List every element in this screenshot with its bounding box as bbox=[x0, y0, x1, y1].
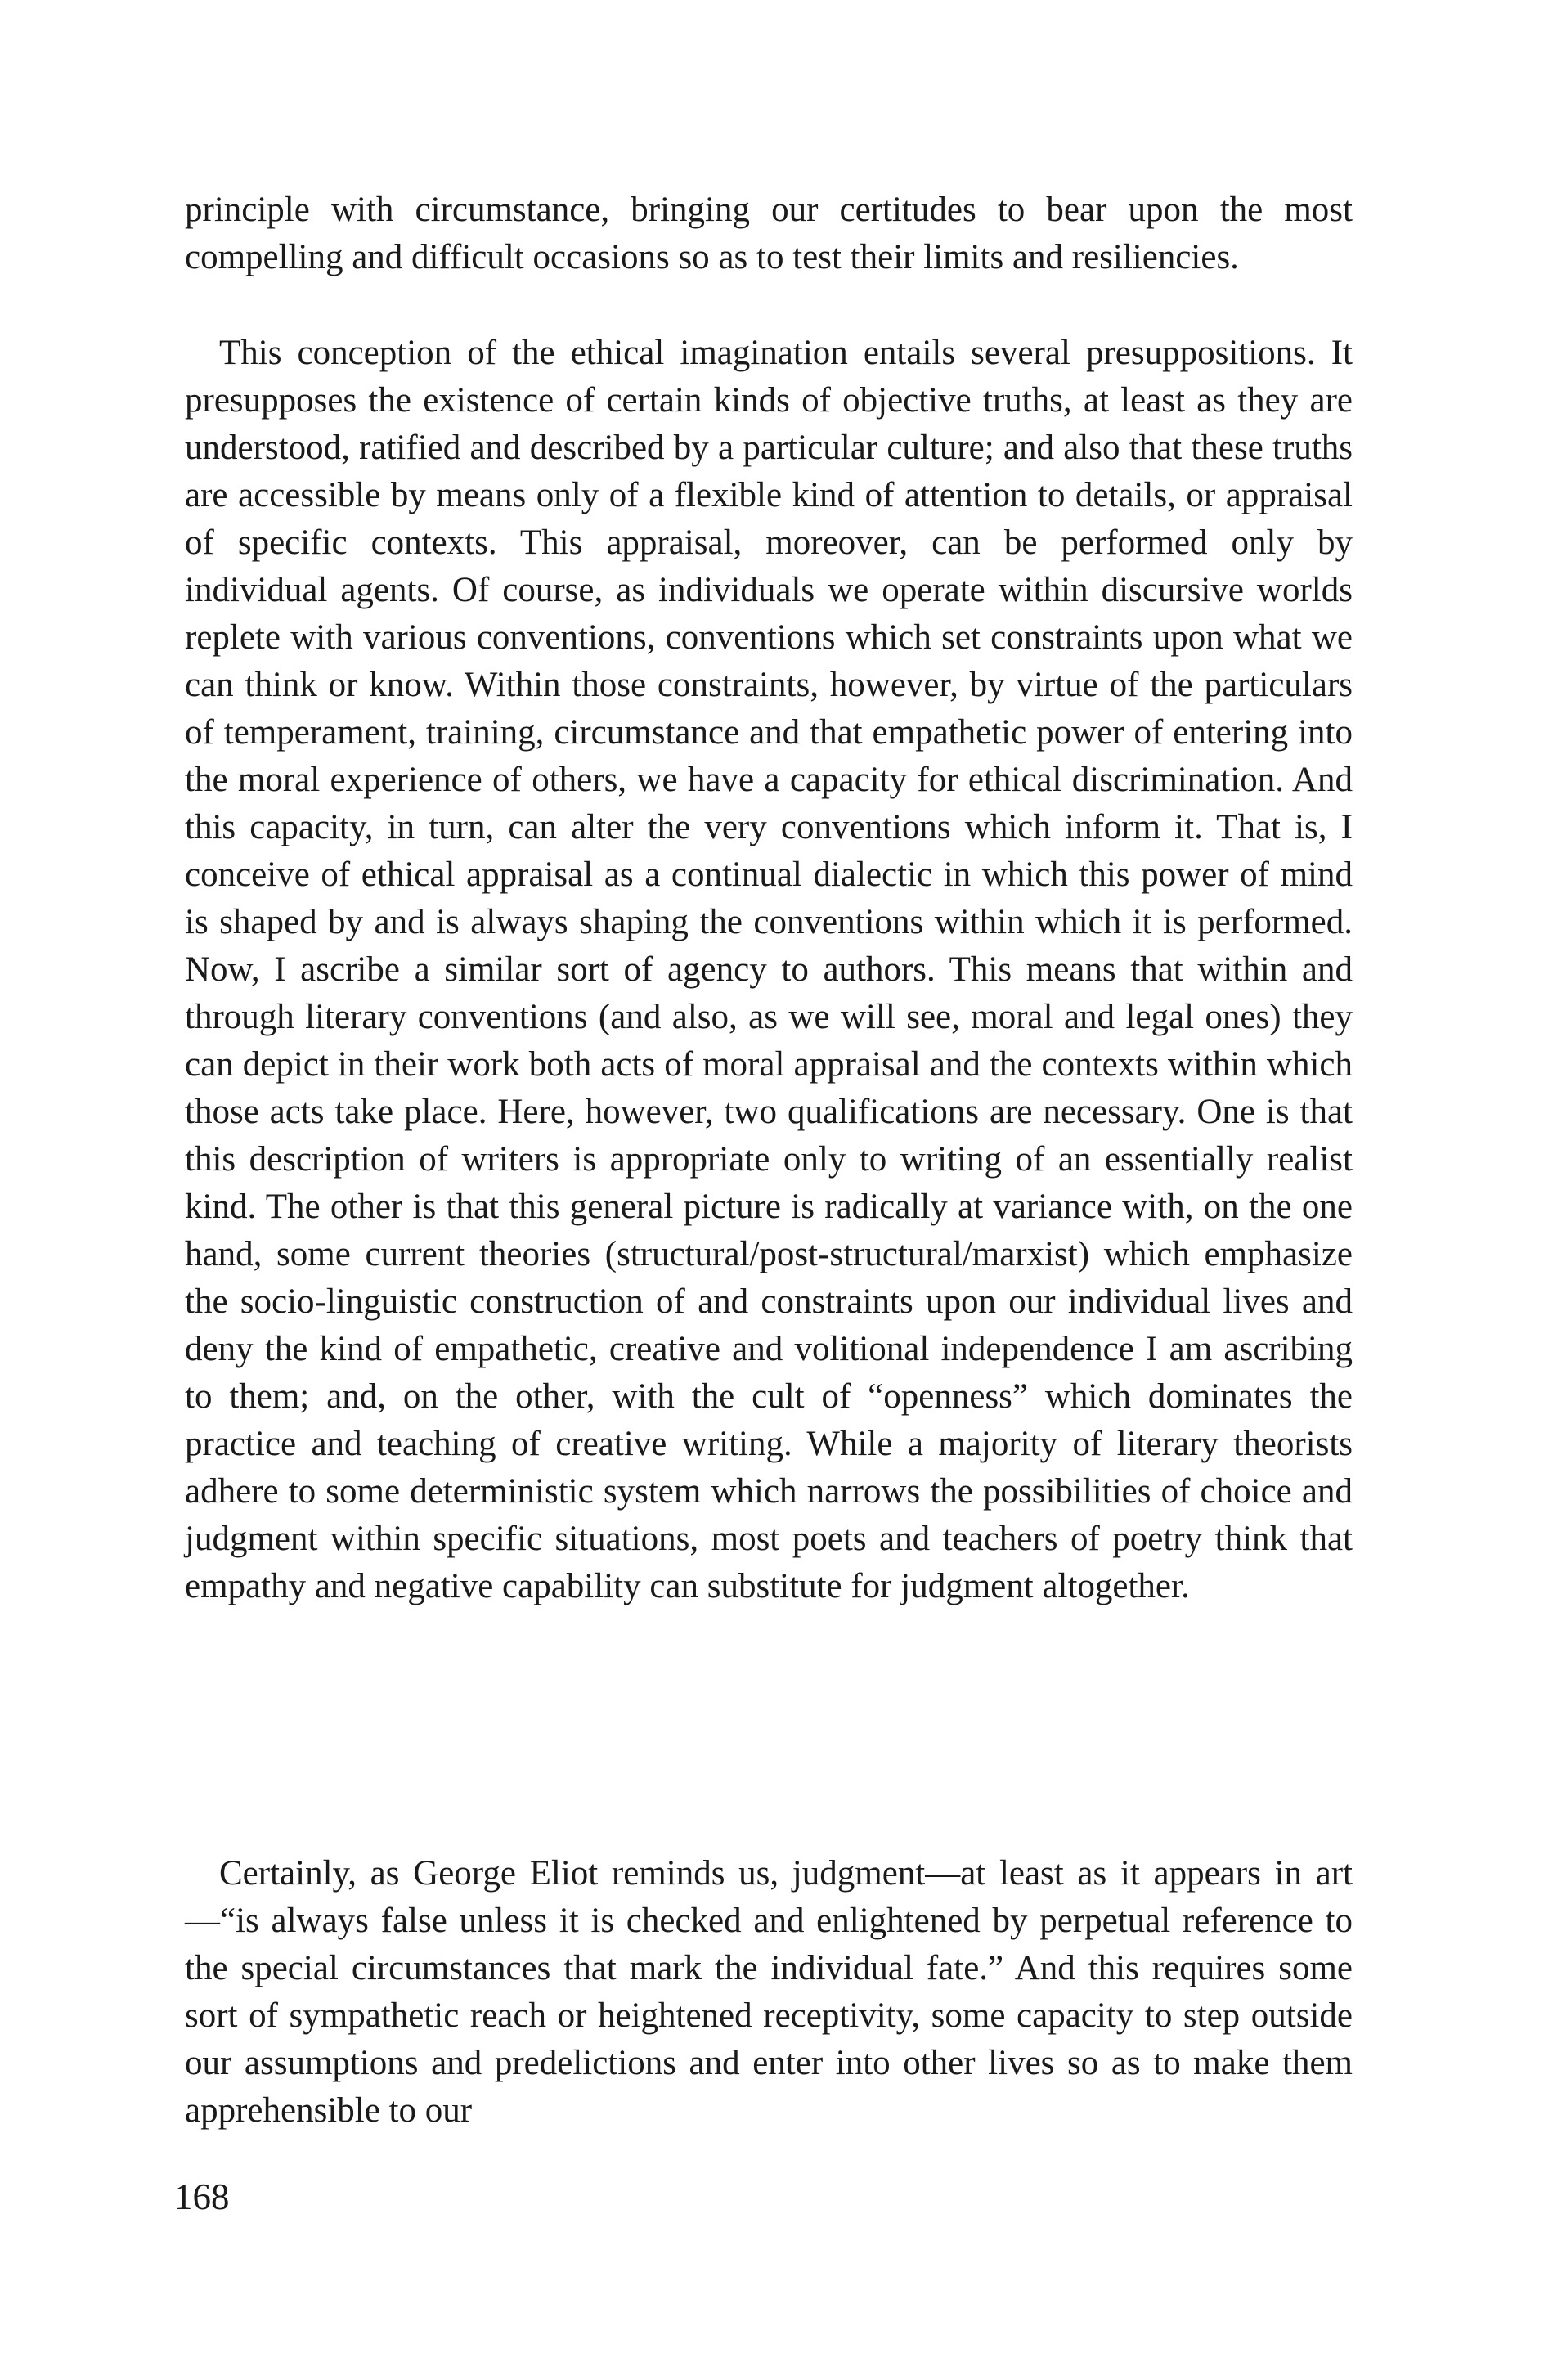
page-number: 168 bbox=[174, 2176, 230, 2217]
paragraph-ethical-imagination: This conception of the ethical imagination entails several presuppositions. It presupposes the existence of certain kinds of objective truths, at least as they are understood, ratified and described by a particular culture; and also that these truths are accessible by means only of a flexible kind of attention to details, or appraisal of specific contexts. This appraisal, moreover, can be performed only by individual agents. Of course, as individuals we operate within discursive worlds replete with various conventions, conventions which set constraints upon what we can think or know. Within those constraints, however, by virtue of the particulars of temperament, training, circumstance and that empathetic power of entering into the moral experience of others, we have a capacity for ethical discrimination. And this capacity, in turn, can alter the very conventions which inform it. That is, I conceive of ethical appraisal as a continual dialectic in which this power of mind is shaped by and is always shaping the conventions within which it is performed. Now, I ascribe a similar sort of agency to authors. This means that within and through literary conventions (and also, as we will see, moral and legal ones) they can depict in their work both acts of moral appraisal and the contexts within which those acts take place. Here, however, two qualifications are necessary. One is that this description of writers is appropriate only to writing of an essentially realist kind. The other is that this general picture is radically at variance with, on the one hand, some current theories (structural/post-structural/marxist) which emphasize the socio-linguistic construction of and constraints upon our individual lives and deny the kind of empathetic, creative and volitional independence I am ascribing to them; and, on the other, with the cult of “openness” which dominates the practice and teaching of creative writing. While a majority of literary theorists adhere to some deterministic system which narrows the possibilities of choice and judgment within specific situations, most poets and teachers of poetry think that empathy and negative capability can substitute for judgment altogether. bbox=[185, 334, 1353, 1605]
paragraph-george-eliot: Certainly, as George Eliot reminds us, judgment—at least as it appears in art—“is always false unless it is checked and enlightened by perpetual reference to the special circumstances that mark the individual fate.” And this requires some sort of sympathetic reach or heightened receptivity, some capacity to step outside our assumptions and predelictions and enter into other lives so as to make them apprehensible to our bbox=[185, 1854, 1353, 2130]
paragraph-continuation: principle with circumstance, bringing our certitudes to bear upon the most compelling and difficult occasions so as to test their limits and resiliencies. bbox=[185, 191, 1353, 276]
